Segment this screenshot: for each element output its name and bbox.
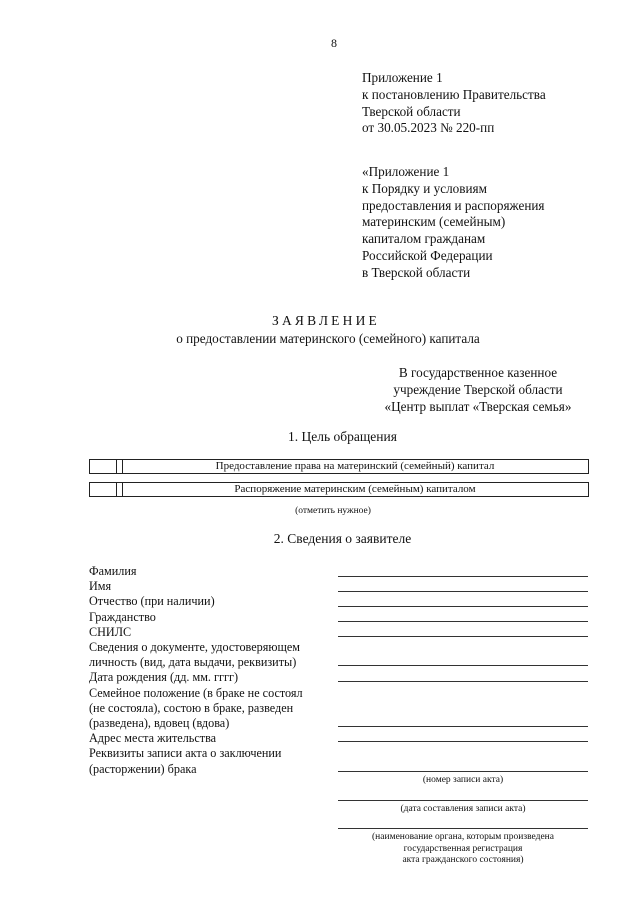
purpose-checkbox[interactable] [90,460,123,473]
registry-office-hint-line: государственная регистрация [403,843,523,854]
order-appendix-header [362,164,545,282]
field-label: Гражданство [89,609,156,624]
field-label: (не состояла), состою в браке, разведен [89,700,294,715]
purpose-option-disposal[interactable] [89,482,589,497]
patronymic-line[interactable] [338,606,588,607]
registry-office-hint-line: акта гражданского состояния) [402,855,524,865]
field-label: Сведения о документе, удостоверяющем [89,640,300,655]
appendix-header [362,70,546,137]
appendix-line: Тверской области [362,103,461,119]
purpose-option-label: Распоряжение материнским (семейным) капиталом [234,483,476,495]
applicant-field-labels [89,564,303,777]
registry-office-hint-line: (наименование органа, которым произведена [372,832,554,842]
recipient-line: учреждение Тверской области [393,382,563,397]
marital-status-line[interactable] [338,726,588,727]
birth-date-line[interactable] [338,681,588,682]
address-line[interactable] [338,741,588,742]
page-number: 8 [331,36,337,50]
order-appendix-line: к Порядку и условиям [362,180,487,196]
order-appendix-line: предоставления и распоряжения [362,197,545,213]
record-date-hint: (дата составления записи акта) [400,804,526,814]
snils-line[interactable] [338,636,588,637]
field-label: Адрес места жительства [89,731,217,746]
field-label: (расторжении) брака [89,761,197,776]
order-appendix-line: «Приложение 1 [362,164,450,179]
field-label: Реквизиты записи акта о заключении [89,746,282,761]
section-applicant-heading: 2. Сведения о заявителе [273,531,412,546]
registry-office-line[interactable] [338,828,588,829]
name-line[interactable] [338,591,588,592]
recipient-block [372,364,584,415]
identity-document-line[interactable] [338,665,588,666]
order-appendix-line: Российской Федерации [362,247,493,263]
mark-needed-hint: (отметить нужное) [295,506,371,516]
appendix-line: Приложение 1 [362,70,443,85]
purpose-checkbox[interactable] [90,483,123,496]
section-purpose-heading: 1. Цель обращения [288,429,397,444]
appendix-line: от 30.05.2023 № 220-пп [362,120,495,136]
order-appendix-line: в Тверской области [362,264,471,280]
field-label: Фамилия [89,564,137,578]
field-label: Семейное положение (в браке не состоял [89,685,303,700]
field-label: личность (вид, дата выдачи, реквизиты) [89,655,297,670]
record-number-hint: (номер записи акта) [422,775,504,785]
recipient-line: В государственное казенное [398,365,558,380]
citizenship-line[interactable] [338,621,588,622]
field-label: Имя [89,579,112,594]
recipient-line: «Центр выплат «Тверская семья» [384,399,572,414]
appendix-line: к постановлению Правительства [362,86,546,102]
order-appendix-line: капиталом гражданам [362,231,486,247]
registry-office-hint [338,832,588,867]
record-number-line[interactable] [338,771,588,772]
purpose-option-label: Предоставление права на материнский (семейный) капитал [215,460,495,472]
order-appendix-line: материнским (семейным) [362,214,506,230]
surname-line[interactable] [338,576,588,577]
field-label: СНИЛС [89,624,132,639]
document-title: ЗАЯВЛЕНИЕ [272,313,380,328]
document-subtitle: о предоставлении материнского (семейного) капитала [176,331,480,346]
field-label: Отчество (при наличии) [89,594,215,609]
purpose-option-grant[interactable] [89,459,589,474]
field-label: (разведена), вдовец (вдова) [89,716,230,731]
field-label: Дата рождения (дд. мм. гггг) [89,670,239,685]
record-date-line[interactable] [338,800,588,801]
